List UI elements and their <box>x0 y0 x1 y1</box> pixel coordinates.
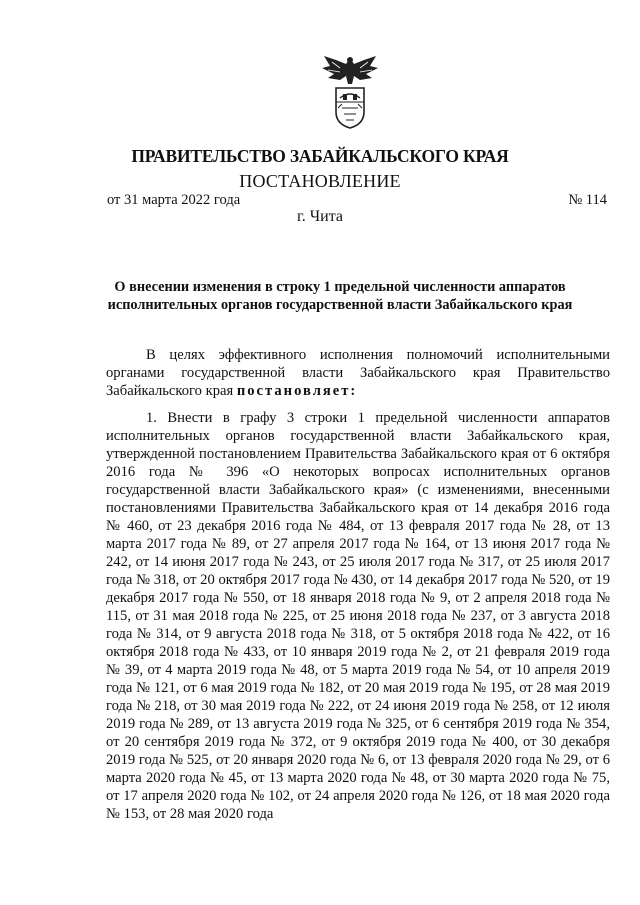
preamble-text: В целях эффективного исполнения полномочий исполнительными органами государственной власти Забайкальского края Правительство Забайкальского края <box>106 347 610 399</box>
coat-of-arms-icon <box>318 50 382 132</box>
preamble-paragraph <box>106 346 610 400</box>
document-number: № 114 <box>568 192 607 208</box>
item-1-paragraph: 1. Внести в графу 3 строки 1 предельной численности аппаратов исполнительных органов государственной власти Забайкальского края, утвержденной постановлением Правительства Забайкальского края от 6 октября 2016 года № 396 «О некоторых вопросах исполнительных органов государственной власти Забайкальского края» (с изменениями, внесенными постановлениями Правительства Забайкальского края от 14 декабря 2016 года № 460, от 23 декабря 2016 года № 484, от 13 февраля 2017 года № 28, от 13 марта 2017 года № 89, от 27 апреля 2017 года № 164, от 13 июня 2017 года № 242, от 14 июня 2017 года № 243, от 25 июля 2017 года № 317, от 25 июля 2017 года № 318, от 20 октября 2017 года № 430, от 14 декабря 2017 года № 520, от 19 декабря 2017 года № 550, от 18 января 2018 года № 9, от 2 апреля 2018 года № 115, от 31 мая 2018 года № 225, от 25 июня 2018 года № 237, от 3 августа 2018 года № 314, от 9 августа 2018 года № 318, от 5 октября 2018 года № 422, от 16 октября 2018 года № 433, от 10 января 2019 года № 2, от 21 февраля 2019 года № 39, от 4 марта 2019 года № 48, от 5 марта 2019 года № 54, от 10 апреля 2019 года № 121, от 6 мая 2019 года № 182, от 20 мая 2019 года № 195, от 28 мая 2019 года № 218, от 30 мая 2019 года № 222, от 24 июня 2019 года № 258, от 12 июля 2019 года № 289, от 13 августа 2019 года № 325, от 6 сентября 2019 года № 354, от 20 сентября 2019 года № 372, от 9 октября 2019 года № 400, от 30 декабря 2019 года № 525, от 20 января 2020 года № 6, от 13 февраля 2020 года № 29, от 6 марта 2020 года № 45, от 13 марта 2020 года № 48, от 30 марта 2020 года № 75, от 17 апреля 2020 года № 102, от 24 апреля 2020 года № 126, от 18 мая 2020 года № 153, от 28 мая 2020 года <box>106 410 610 822</box>
government-title: ПРАВИТЕЛЬСТВО ЗАБАЙКАЛЬСКОГО КРАЯ <box>131 146 509 166</box>
document-city: г. Чита <box>296 208 343 225</box>
document-type: ПОСТАНОВЛЕНИЕ <box>239 171 401 191</box>
document-subject: О внесении изменения в строку 1 предельной численности аппаратов исполнительных органов государственной власти Забайкальского края <box>107 279 573 313</box>
preamble-keyword: постановляет: <box>236 383 358 399</box>
document-date: от 31 марта 2022 года <box>107 192 241 208</box>
